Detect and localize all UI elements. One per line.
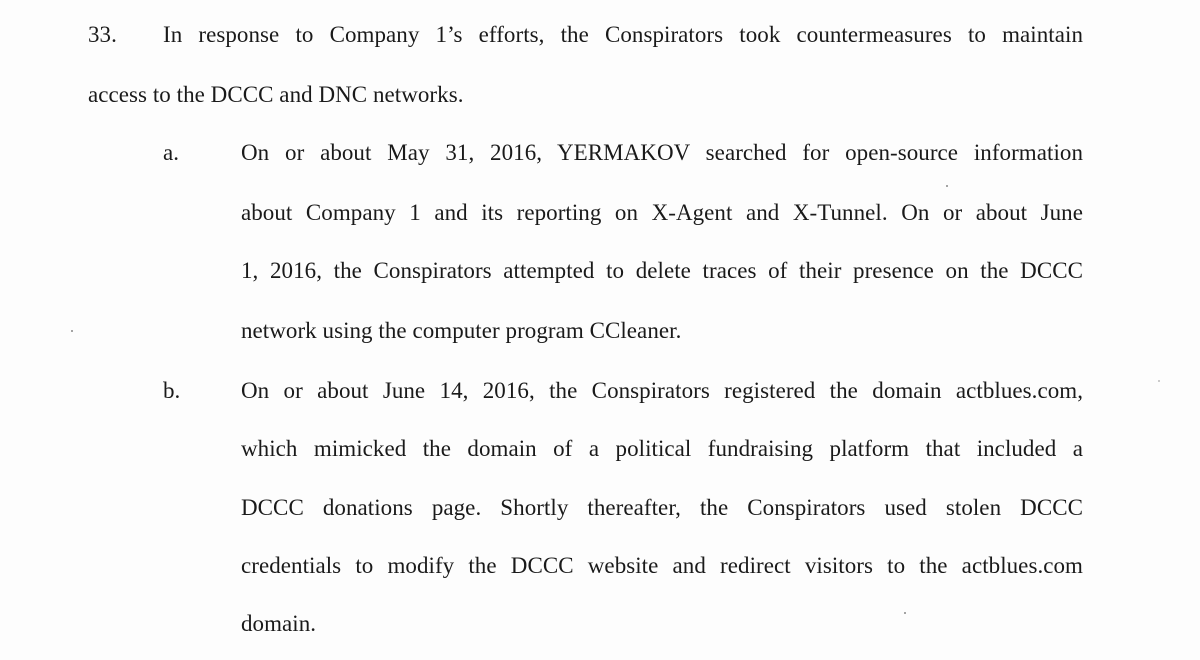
scan-speck [946,185,948,187]
subparagraph-b-line-3: DCCC donations page. Shortly thereafter, the Conspirators used stolen DCCC [241,495,1083,520]
subparagraph-b-line-2: which mimicked the domain of a political fundraising platform that included a [241,436,1083,461]
subparagraph-b-line-1: On or about June 14, 2016, the Conspirators registered the domain actblues.com, [241,378,1083,403]
scan-speck [71,330,73,332]
subparagraph-b-marker: b. [163,378,181,403]
subparagraph-b-line-4: credentials to modify the DCCC website and redirect visitors to the actblues.com [241,553,1083,578]
scan-speck [1158,380,1160,382]
paragraph-33-line-2: access to the DCCC and DNC networks. [88,82,464,107]
subparagraph-a-line-4: network using the computer program CCleaner. [241,318,682,343]
scan-speck [904,612,906,614]
subparagraph-a-line-2: about Company 1 and its reporting on X-Agent and X-Tunnel. On or about June [241,200,1083,225]
subparagraph-a-line-1: On or about May 31, 2016, YERMAKOV searched for open-source information [241,140,1083,165]
paragraph-33-line-1: In response to Company 1’s efforts, the Conspirators took countermeasures to maintain [163,22,1083,47]
subparagraph-a-line-3: 1, 2016, the Conspirators attempted to delete traces of their presence on the DCCC [241,258,1083,283]
subparagraph-a-marker: a. [163,140,180,165]
subparagraph-b-line-5: domain. [241,611,317,636]
paragraph-number: 33. [88,22,117,47]
